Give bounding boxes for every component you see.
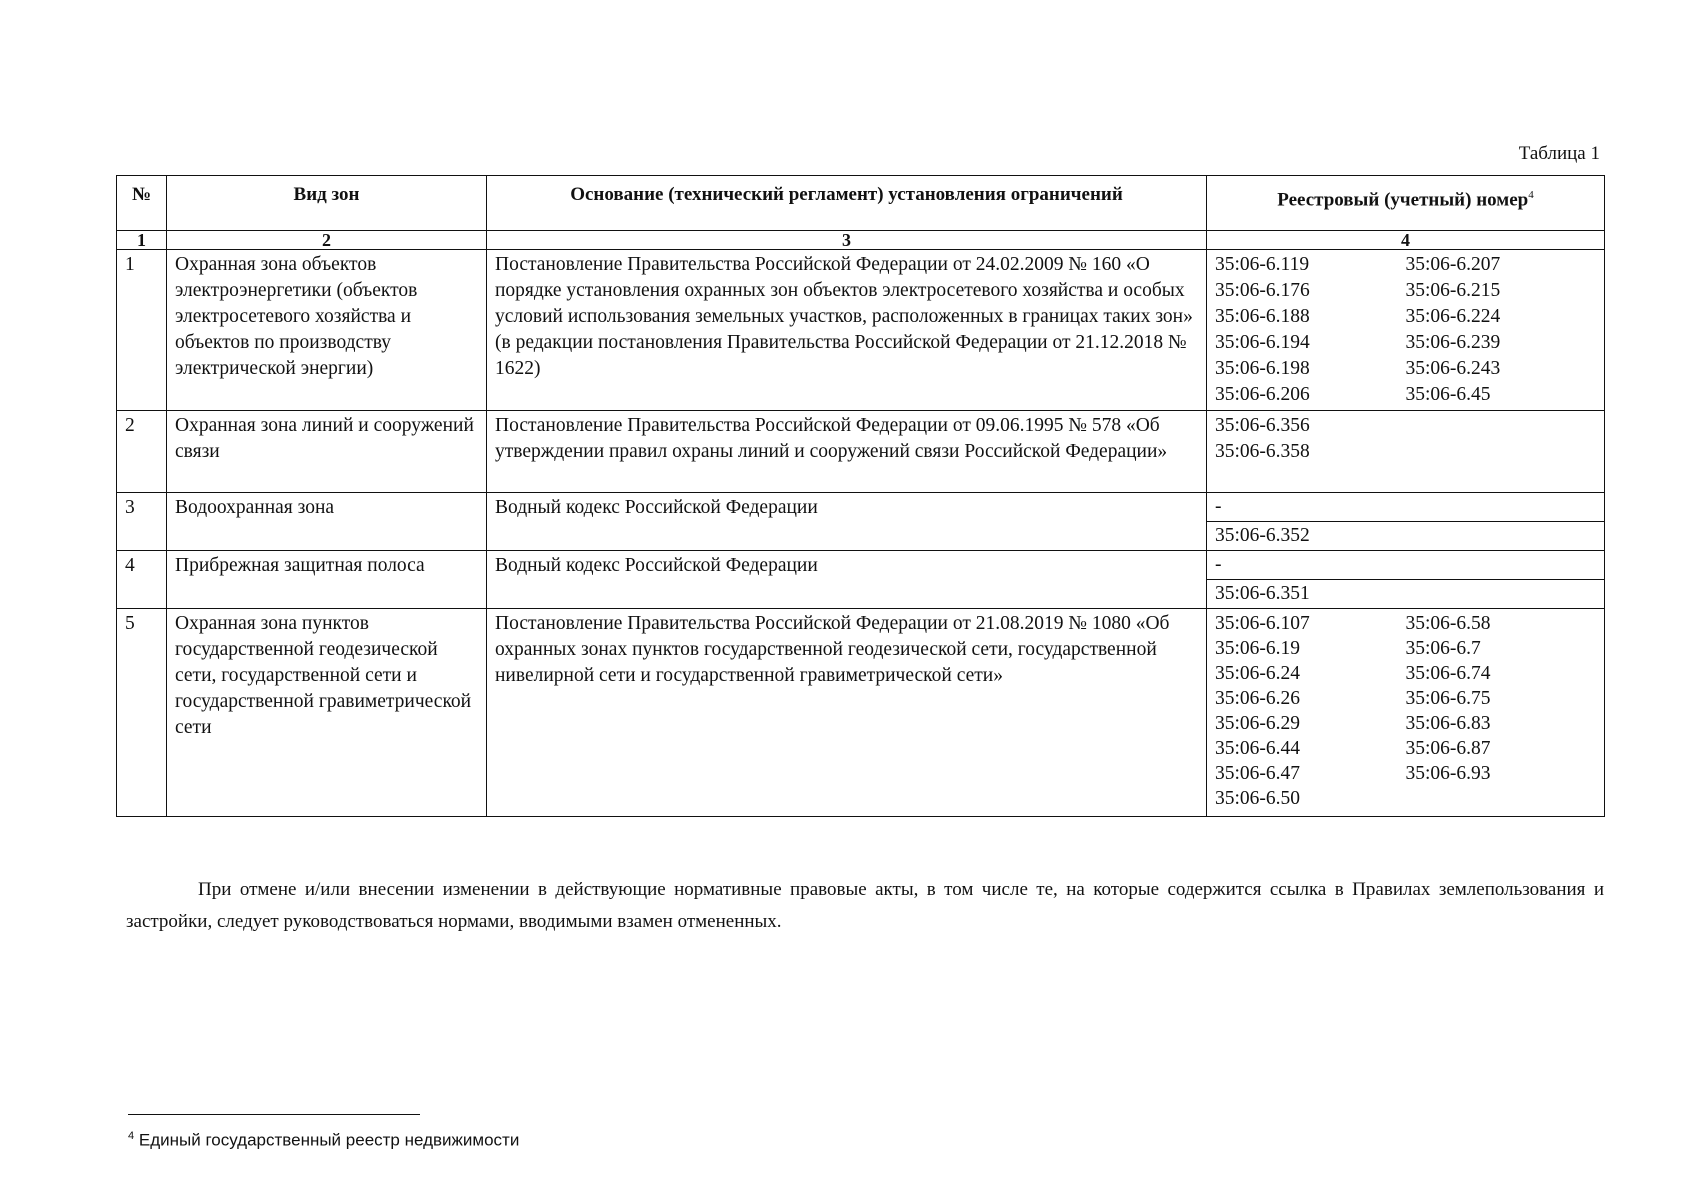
registry-code: 35:06-6.351	[1207, 579, 1604, 608]
row-codes	[1207, 250, 1605, 411]
registry-code: 35:06-6.58	[1405, 613, 1491, 634]
registry-code: 35:06-6.107	[1215, 613, 1310, 634]
registry-code: 35:06-6.243	[1405, 358, 1501, 379]
registry-code: -	[1215, 496, 1222, 517]
table-row	[117, 411, 1605, 493]
codes-left-column	[1215, 252, 1406, 408]
registry-code: 35:06-6.194	[1215, 332, 1310, 353]
registry-code: 35:06-6.19	[1215, 638, 1301, 659]
row-codes	[1207, 551, 1605, 609]
codes-left-column	[1215, 611, 1406, 811]
registry-code: 35:06-6.7	[1405, 638, 1481, 659]
column-number: 2	[167, 231, 487, 250]
row-zone: Водоохранная зона	[167, 493, 487, 551]
row-num: 2	[117, 411, 167, 493]
registry-code: 35:06-6.93	[1405, 763, 1491, 784]
registry-code: 35:06-6.206	[1215, 384, 1310, 405]
column-number: 3	[487, 231, 1207, 250]
registry-code: 35:06-6.188	[1215, 306, 1310, 327]
footnote-mark: 4	[128, 1130, 135, 1142]
registry-code: 35:06-6.239	[1405, 332, 1501, 353]
registry-code: 35:06-6.176	[1215, 280, 1310, 301]
row-num: 1	[117, 250, 167, 411]
registry-code: 35:06-6.83	[1405, 713, 1491, 734]
table-header-row	[117, 176, 1605, 231]
row-num: 4	[117, 551, 167, 609]
registry-code: 35:06-6.47	[1215, 763, 1301, 784]
column-number: 4	[1207, 231, 1605, 250]
header-registry	[1207, 176, 1605, 231]
registry-code: 35:06-6.119	[1215, 254, 1310, 275]
table-row	[117, 250, 1605, 411]
header-num: №	[117, 176, 167, 231]
table-row	[117, 551, 1605, 609]
row-codes	[1207, 411, 1605, 493]
table-row	[117, 493, 1605, 551]
registry-code: 35:06-6.44	[1215, 738, 1301, 759]
registry-code: 35:06-6.45	[1405, 384, 1491, 405]
registry-code: 35:06-6.356	[1215, 415, 1310, 436]
codes-left-column	[1215, 413, 1425, 465]
header-basis: Основание (технический регламент) установления ограничений	[487, 176, 1207, 231]
row-basis: Водный кодекс Российской Федерации	[487, 493, 1207, 551]
registry-code: 35:06-6.75	[1405, 688, 1491, 709]
registry-code: 35:06-6.215	[1405, 280, 1501, 301]
registry-code: 35:06-6.352	[1207, 521, 1604, 550]
registry-code: 35:06-6.358	[1215, 441, 1310, 462]
registry-code: 35:06-6.29	[1215, 713, 1301, 734]
registry-code: 35:06-6.24	[1215, 663, 1301, 684]
table-row	[117, 609, 1605, 817]
row-zone: Охранная зона линий и сооружений связи	[167, 411, 487, 493]
row-basis: Постановление Правительства Российской Федерации от 24.02.2009 № 160 «О порядке установления охранных зон объектов электросетевого хозяйства и особых условий использования земельных участков, расположенных в границах таких зон» (в редакции постановления Правительства Российской Федерации от 21.12.2018 № 1622)	[487, 250, 1207, 411]
regulation-note: При отмене и/или внесении изменении в действующие нормативные правовые акты, в том числе те, на которые содержится ссылка в Правилах землепользования и застройки, следует руководствоваться нормами, вводимыми взамен отмененных.	[126, 879, 1604, 932]
row-basis: Водный кодекс Российской Федерации	[487, 551, 1207, 609]
registry-code: 35:06-6.87	[1405, 738, 1491, 759]
row-num: 3	[117, 493, 167, 551]
registry-code: -	[1215, 554, 1222, 575]
header-registry-label: Реестровый (учетный) номер	[1277, 189, 1529, 211]
registry-code: 35:06-6.26	[1215, 688, 1301, 709]
row-codes	[1207, 493, 1605, 551]
registry-code: 35:06-6.198	[1215, 358, 1310, 379]
row-basis: Постановление Правительства Российской Федерации от 09.06.1995 № 578 «Об утверждении правил охраны линий и сооружений связи Российской Федерации»	[487, 411, 1207, 493]
row-zone: Охранная зона объектов электроэнергетики (объектов электросетевого хозяйства и объектов по производству электрической энергии)	[167, 250, 487, 411]
row-num: 5	[117, 609, 167, 817]
footnote	[128, 1130, 519, 1151]
footnote-divider	[128, 1114, 420, 1115]
codes-right-column	[1406, 252, 1597, 408]
registry-code: 35:06-6.74	[1405, 663, 1491, 684]
registry-code: 35:06-6.207	[1405, 254, 1501, 275]
footnote-text: Единый государственный реестр недвижимости	[138, 1130, 520, 1150]
table-caption: Таблица 1	[1518, 143, 1600, 164]
row-zone: Охранная зона пунктов государственной геодезической сети, государственной сети и государственной гравиметрической сети	[167, 609, 487, 817]
header-zone: Вид зон	[167, 176, 487, 231]
row-codes	[1207, 609, 1605, 817]
column-number: 1	[117, 231, 167, 250]
zones-table	[116, 175, 1605, 817]
codes-right-column	[1406, 611, 1597, 811]
registry-code: 35:06-6.50	[1215, 788, 1301, 809]
column-numbers-row	[117, 231, 1605, 250]
header-registry-footnote-mark: 4	[1528, 189, 1534, 201]
row-zone: Прибрежная защитная полоса	[167, 551, 487, 609]
registry-code: 35:06-6.224	[1405, 306, 1501, 327]
row-basis: Постановление Правительства Российской Федерации от 21.08.2019 № 1080 «Об охранных зонах пунктов государственной геодезической сети, государственной нивелирной сети и государственной гравиметрической сети»	[487, 609, 1207, 817]
